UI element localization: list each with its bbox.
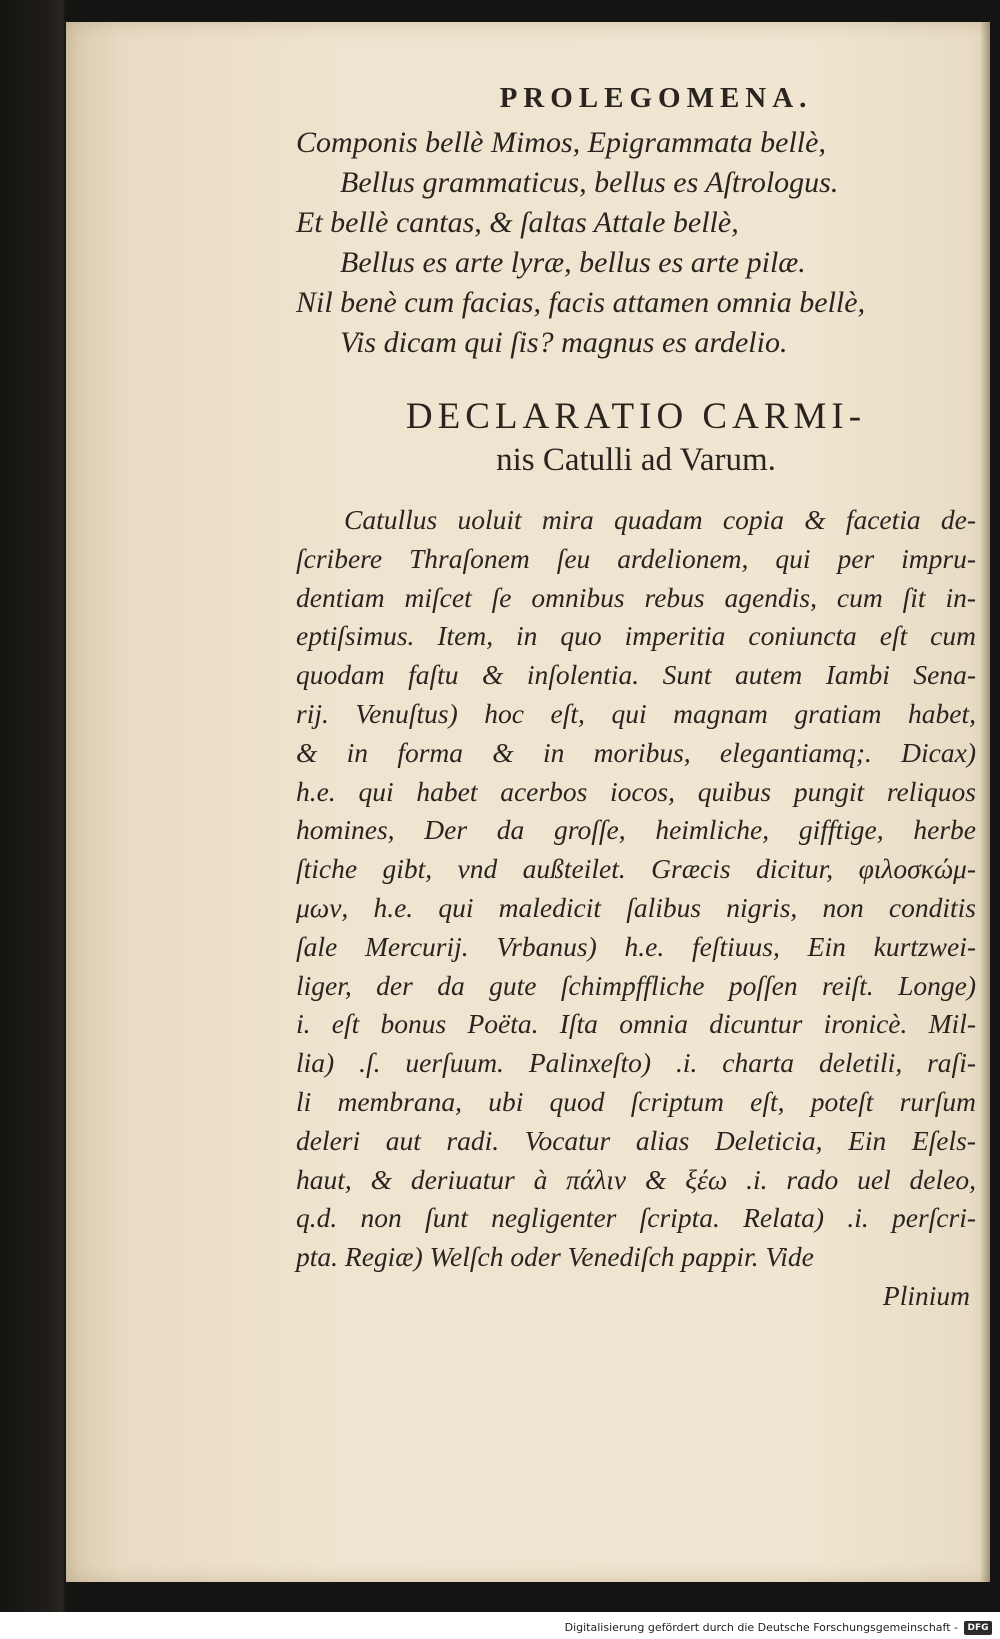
- verse-line: Vis dicam qui ſis? magnus es ardelio.: [340, 326, 788, 359]
- text-line: Catullus uoluit mira quadam copia & facetia de-: [344, 504, 976, 535]
- text-line: ſale Mercurij. Vrbanus) h.e. feſtiuus, Ein kurtzwei-: [296, 930, 976, 962]
- text-line: liger, der da gute ſchimpffliche poſſen reiſt. Longe): [296, 969, 976, 1001]
- text-line: homines, Der da groſſe, heimliche, gifftige, herbe: [296, 814, 976, 846]
- verse-line: Bellus es arte lyræ, bellus es arte pilæ.: [340, 246, 806, 279]
- text-line: li membrana, ubi quod ſcriptum eſt, poteſt rurſum: [296, 1085, 976, 1117]
- funding-notice: Digitalisierung gefördert durch die Deutsche Forschungsgemeinschaft -: [564, 1621, 958, 1634]
- text-line: i. eſt bonus Poëta. Iſta omnia dicuntur ironicè. Mil-: [296, 1008, 976, 1040]
- text-block: [296, 82, 976, 1315]
- text-line: lia) .ſ. uerſuum. Palinxeſto) .i. charta deletili, raſi-: [296, 1047, 976, 1079]
- catchword: Plinium: [882, 1279, 970, 1311]
- verse-line: Et bellè cantas, & ſaltas Attale bellè,: [296, 206, 739, 239]
- verse-line: Nil benè cum facias, facis attamen omnia bellè,: [296, 286, 866, 319]
- section-subtitle: nis Catulli ad Varum.: [496, 442, 776, 478]
- text-line: deleri aut radi. Vocatur alias Deleticia, Ein Eſels-: [296, 1124, 976, 1156]
- footer-bar: [0, 1612, 1000, 1639]
- text-line: q.d. non ſunt negligenter ſcripta. Relata) .i. perſcri-: [296, 1202, 976, 1234]
- running-head: PROLEGOMENA.: [499, 82, 813, 114]
- text-line: μων, h.e. qui maledicit ſalibus nigris, non conditis: [296, 891, 976, 923]
- text-line: haut, & deriuatur à πάλιν & ξέω .i. rado uel deleo,: [296, 1163, 976, 1195]
- book-page: [66, 22, 990, 1582]
- text-line: dentiam miſcet ſe omnibus rebus agendis, cum ſit in-: [296, 581, 976, 613]
- page-edge: [980, 22, 990, 1582]
- verse-line: Componis bellè Mimos, Epigrammata bellè,: [296, 126, 826, 159]
- text-line: eptiſsimus. Item, in quo imperitia coniuncta eſt cum: [296, 620, 976, 652]
- text-line: pta. Regiæ) Welſch oder Venediſch pappir. Vide: [296, 1241, 814, 1273]
- text-line: ſtiche gibt, vnd außteilet. Græcis dicitur, φιλοσκώμ-: [296, 853, 976, 885]
- text-line: ſcribere Thraſonem ſeu ardelionem, qui per impru-: [296, 542, 976, 574]
- verse-line: Bellus grammaticus, bellus es Aſtrologus.: [340, 166, 839, 199]
- text-line: & in forma & in moribus, elegantiamq;. Dicax): [296, 736, 976, 768]
- section-title: DECLARATIO CARMI-: [405, 396, 867, 437]
- text-line: rij. Venuſtus) hoc eſt, qui magnam gratiam habet,: [296, 697, 976, 729]
- text-line: quodam faſtu & inſolentia. Sunt autem Iambi Sena-: [296, 659, 976, 691]
- commentary-text: [296, 501, 976, 1277]
- verse-block: [296, 123, 976, 363]
- text-line: h.e. qui habet acerbos iocos, quibus pungit reliquos: [296, 775, 976, 807]
- dfg-logo-icon: DFG: [964, 1621, 992, 1635]
